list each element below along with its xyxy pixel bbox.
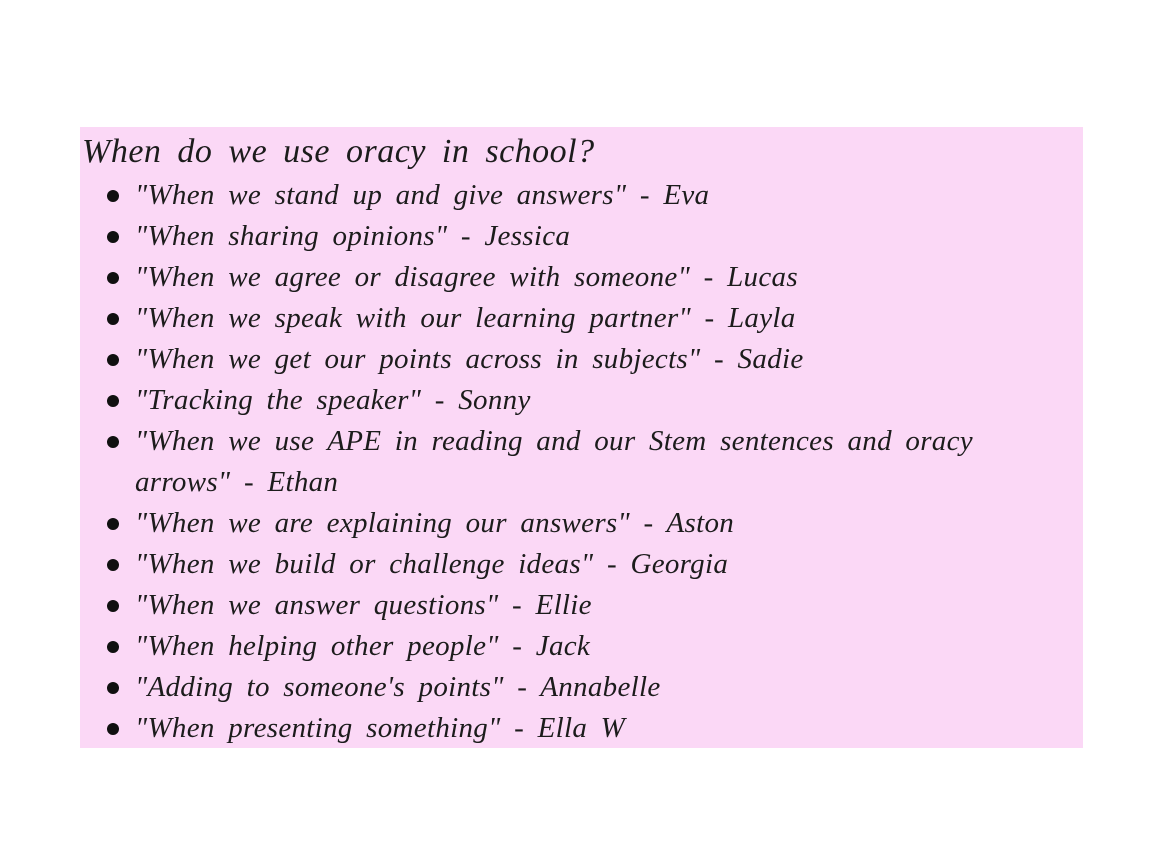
list-item bbox=[105, 708, 1077, 748]
list-item bbox=[105, 626, 1077, 667]
bullet-icon bbox=[107, 559, 119, 571]
list-item bbox=[105, 216, 1077, 257]
list-item bbox=[105, 257, 1077, 298]
bullet-icon bbox=[107, 354, 119, 366]
quote-text: "When we agree or disagree with someone" - Lucas bbox=[135, 261, 798, 293]
quote-text: "When presenting something" - Ella W bbox=[135, 712, 626, 744]
list-item bbox=[105, 503, 1077, 544]
quote-text: "When helping other people" - Jack bbox=[135, 630, 591, 662]
bullet-icon bbox=[107, 600, 119, 612]
bullet-icon bbox=[107, 518, 119, 530]
quote-text: "When we build or challenge ideas" - Georgia bbox=[135, 548, 729, 580]
quote-text: "When we get our points across in subjects" - Sadie bbox=[135, 343, 804, 375]
quote-text: "Adding to someone's points" - Annabelle bbox=[135, 671, 661, 703]
list-item bbox=[105, 339, 1077, 380]
bullet-icon bbox=[107, 682, 119, 694]
quote-text: "When we answer questions" - Ellie bbox=[135, 589, 592, 621]
quote-text: "When we speak with our learning partner" - Layla bbox=[135, 302, 796, 334]
list-item bbox=[105, 380, 1077, 421]
quote-text: "Tracking the speaker" - Sonny bbox=[135, 384, 531, 416]
quote-text: "When we are explaining our answers" - Aston bbox=[135, 507, 735, 539]
quote-panel bbox=[80, 127, 1083, 748]
bullet-icon bbox=[107, 231, 119, 243]
bullet-icon bbox=[107, 723, 119, 735]
list-item bbox=[105, 421, 1077, 503]
bullet-icon bbox=[107, 272, 119, 284]
bullet-icon bbox=[107, 395, 119, 407]
list-item bbox=[105, 667, 1077, 708]
quote-text: "When we use APE in reading and our Stem sentences and oracy arrows" - Ethan bbox=[135, 425, 973, 498]
list-item bbox=[105, 175, 1077, 216]
quote-text: "When sharing opinions" - Jessica bbox=[135, 220, 571, 252]
bullet-icon bbox=[107, 436, 119, 448]
quote-text: "When we stand up and give answers" - Eva bbox=[135, 179, 710, 211]
list-item bbox=[105, 298, 1077, 339]
bullet-icon bbox=[107, 313, 119, 325]
quote-list bbox=[82, 175, 1077, 748]
bullet-icon bbox=[107, 641, 119, 653]
list-item bbox=[105, 585, 1077, 626]
list-item bbox=[105, 544, 1077, 585]
page-title: When do we use oracy in school? bbox=[82, 133, 595, 170]
bullet-icon bbox=[107, 190, 119, 202]
